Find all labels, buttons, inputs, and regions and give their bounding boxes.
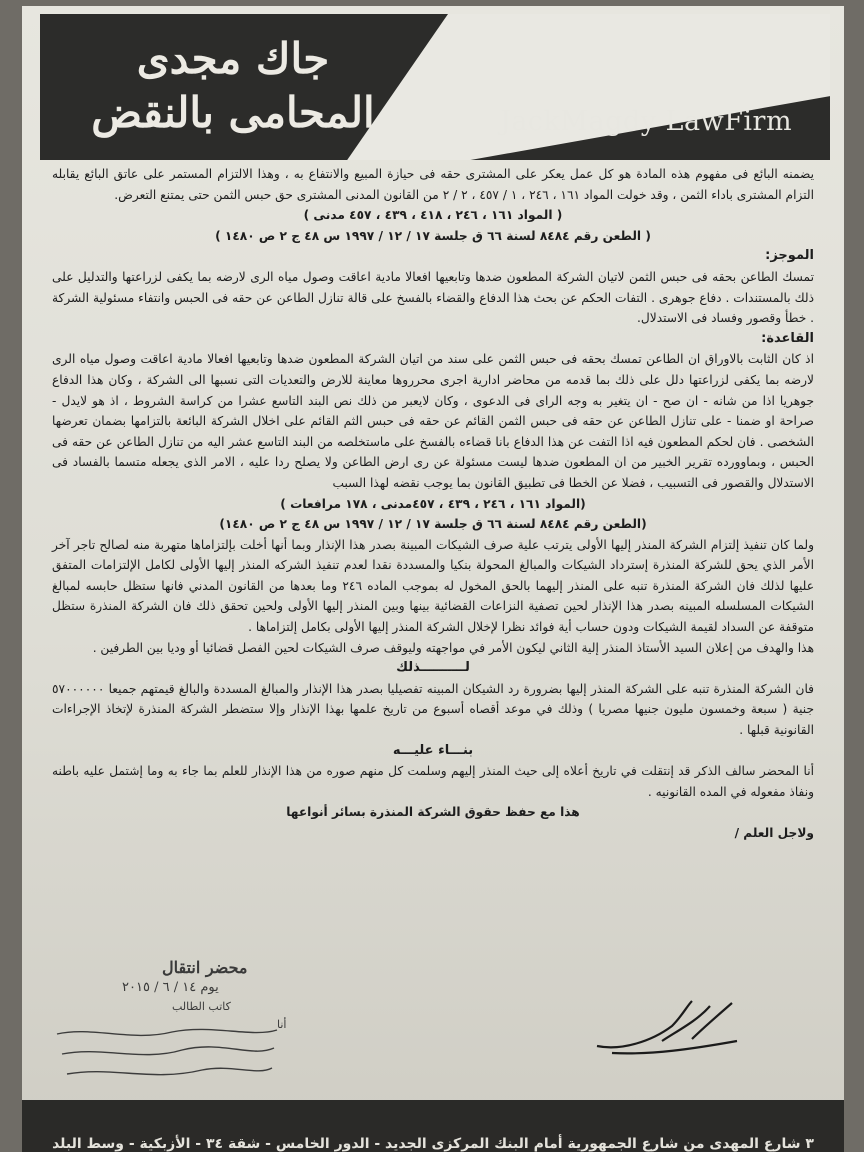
- summary-heading: الموجز:: [765, 248, 814, 264]
- demand-paragraph: فان الشركة المنذرة تنبه على الشركة المنذر إليها بضرورة رد الشيكان المبينه تفصيليا بصدر هذا الإنذار والمبالغ المسددة والبالغ قيمتهم جميعا ٥٧٠٠٠٠٠٠ جنية ( سبعة وخمسون مليون جنيها مصريا ) وذلك في موعد أقصاه أسبوع من تاريخ علمها بهذا الإنذار وإلا ستضطر الشركة المنذرة لإتخاذ الإجراءات القانونية قبلها .: [52, 681, 814, 738]
- therefore-heading: لــــــــــذلك: [396, 660, 470, 676]
- stamp-date: يوم ١٤ / ٦ / ٢٠١٥: [122, 980, 219, 995]
- footer-address: ٣ شارع المهدى من شارع الجمهورية أمام البنك المركزى الجديد - الدور الخامس - شقة ٣٤ - الأزبكية - وسط البلد: [22, 1130, 844, 1152]
- handwriting-scribble-icon: [52, 1024, 282, 1094]
- closing-line: ولاجل العلم /: [734, 826, 814, 840]
- rights-reserved: هذا مع حفظ حقوق الشركة المنذرة بسائر أنواعها: [286, 805, 580, 820]
- document-body: [52, 164, 814, 844]
- appeal-reference-2: (الطعن رقم ٨٤٨٤ لسنة ٦٦ ق جلسة ١٧ / ١٢ / ١٩٩٧ س ٤٨ ج ٢ ص ١٤٨٠): [219, 517, 647, 532]
- obligation-paragraph: ولما كان تنفيذ إلتزام الشركة المنذر إليها الأولى يترتب علية صرف الشيكات المبينة بصدر هذا الإنذار وبما أنها أخلت بإلتزاماها متهربة منه لصالح تاجر آخر الأمر الذي يحق للشركة المنذرة إسترداد الشيكات والمبالغ المحولة بنكيا والمسددة نقدا لعدم تنفيذ الشركه المنذر إليها الأولى لكامل الإلتزامات المتفق عليها لذلك فان الشركة المنذرة تنبه على المنذر إليهما بالحق المخول له بموجب الماده ٢٤٦ وما بعدها من القانون المدني فانها ستظل حابسه لمبالغ الشيكات المسلسله المبينه بصدر هذا الإنذار لحين تصفية النزاعات القضائية بينها وبين المنذر إليها الأولى ولحين تحقق ذلك فان الشركة المنذرة ستظل متوقفة عن السداد لقيمة الشيكات ودون حساب أية فوائد نظرا لإخلال الشركة المنذر إليها الأولى بكامل إلتزاماها .: [52, 537, 814, 635]
- stamp-transfer-record: محضر انتقال: [162, 958, 248, 977]
- footer-bar: [22, 1100, 844, 1130]
- document-page: [22, 6, 844, 1152]
- purpose-paragraph: هذا والهدف من إعلان السيد الأستاذ المنذر إلية الثاني ليكون الأمر في مواجهته وليوقف صرف الشيكات لحين الفصل قضائيا أو وديا بين الطرفين .: [92, 640, 814, 655]
- bailiff-paragraph: أنا المحضر سالف الذكر قد إنتقلت في تاريخ أعلاه إلى حيث المنذر إليهم وسلمت كل منهم صوره من هذا الإنذار للعلم بما جاء به وما إشتمل عليه باطنه ونفاذ مفعوله في المده القانونيه .: [52, 764, 814, 799]
- stamp-ana: أنا: [277, 1018, 287, 1031]
- basis-heading: بنـــاء عليـــه: [392, 742, 474, 758]
- bailiff-stamps: [52, 954, 302, 1094]
- rule-heading: القاعدة:: [761, 330, 814, 346]
- firm-english-name: JackMagdy LawFirm: [500, 106, 793, 137]
- letterhead: [40, 14, 830, 160]
- firm-arabic-name-line1: جاك مجدى: [136, 34, 330, 83]
- signature-icon: [592, 991, 742, 1061]
- firm-arabic-name-line2: المحامى بالنقض: [91, 88, 375, 137]
- articles-reference-2: (المواد ١٦١ ، ٢٤٦ ، ٤٣٩ ، ٤٥٧مدنى ، ١٧٨ مرافعات ): [280, 496, 586, 511]
- articles-reference: ( المواد ١٦١ ، ٢٤٦ ، ٤١٨ ، ٤٣٩ ، ٤٥٧ مدنى ): [303, 208, 563, 223]
- stamp-clerk: كاتب الطالب: [172, 1000, 231, 1013]
- appeal-reference: ( الطعن رقم ٨٤٨٤ لسنة ٦٦ ق جلسة ١٧ / ١٢ / ١٩٩٧ س ٤٨ ج ٢ ص ١٤٨٠ ): [215, 228, 651, 243]
- summary-paragraph: تمسك الطاعن بحقه فى حبس الثمن لاتيان الشركة المطعون ضدها وتابعيها افعالا مادية اعاقت وصول مياه الرى لارضه بما يكفى لزراعتها والتدليل على ذلك بالمستندات . دفاع جوهرى . التفات الحكم عن بحث هذا الدفاع والقضاء بالفسخ على قالة تنازل الطاعن عن حقه فى الحبس وانتفاء مسئولية الشركة . خطأ وقصور وفساد فى الاستدلال.: [52, 269, 814, 326]
- rule-paragraph: اذ كان الثابت بالاوراق ان الطاعن تمسك بحقه فى حبس الثمن على سند من اتيان الشركة المطعون ضدها وتابعيها افعالا مادية اعاقت وصول مياه الرى لارضه بما يكفى لزراعتها دلل على ذلك بما قدمه من محاضر ادارية اجرى محرروها معاينة للارض والتعديات التى نسبها الى الشركة ، وكان هذا الدفاع جوهريا اذا من شانه - ان صح - ان يتغير به وجه الراى فى الدعوى ، وكان لايعبر من ذلك نص البند التاسع عشرا من كراسة الشروط ، اذ هو لايدل - صراحة او ضمنا - على تنازل الطاعن عن حقه فى حبس الثمن القائم عن حقه فى حبس الثم القائم على اخلال الشركة البائعة بالتزامها بضمان تعرضها الشخصى . فان لحكم المطعون فيه اذا التفت عن هذا الدفاع بانا قضاءه بالفسخ على ماستخلصه من البند التاسع عشر اليه من تنازل الطاعن عن حقه فى الحبس ، وبماوورده تقرير الخبير من ان المطعون ضدها ليست مسئولة عن رى ارض الطاعن ولا يصلح ردا عليه ، الامر الذى يجعله متسما بالفساد فى الاستدلال والقصور فى التسبيب ، فضلا عن الخطا فى تطبيق القانون بما يوجب نقضه لهذا السبب: [52, 352, 814, 490]
- firm-arabic-name: [68, 32, 398, 140]
- intro-paragraph: يضمنه البائع فى مفهوم هذه المادة هو كل عمل يعكر على المشترى حقه فى حيازة المبيع والانتفاع به ، وهذا الالتزام المستمر على عاتق البائع يقابله التزام المشترى باداء الثمن ، وقد خولت المواد ١٦١ ، ٢٤٦ ، ١ / ٤٥٧ ، ٢ / ٢ من القانون المدنى المشترى حق حبس الثمن حتى يمتنع التعرض.: [52, 167, 814, 202]
